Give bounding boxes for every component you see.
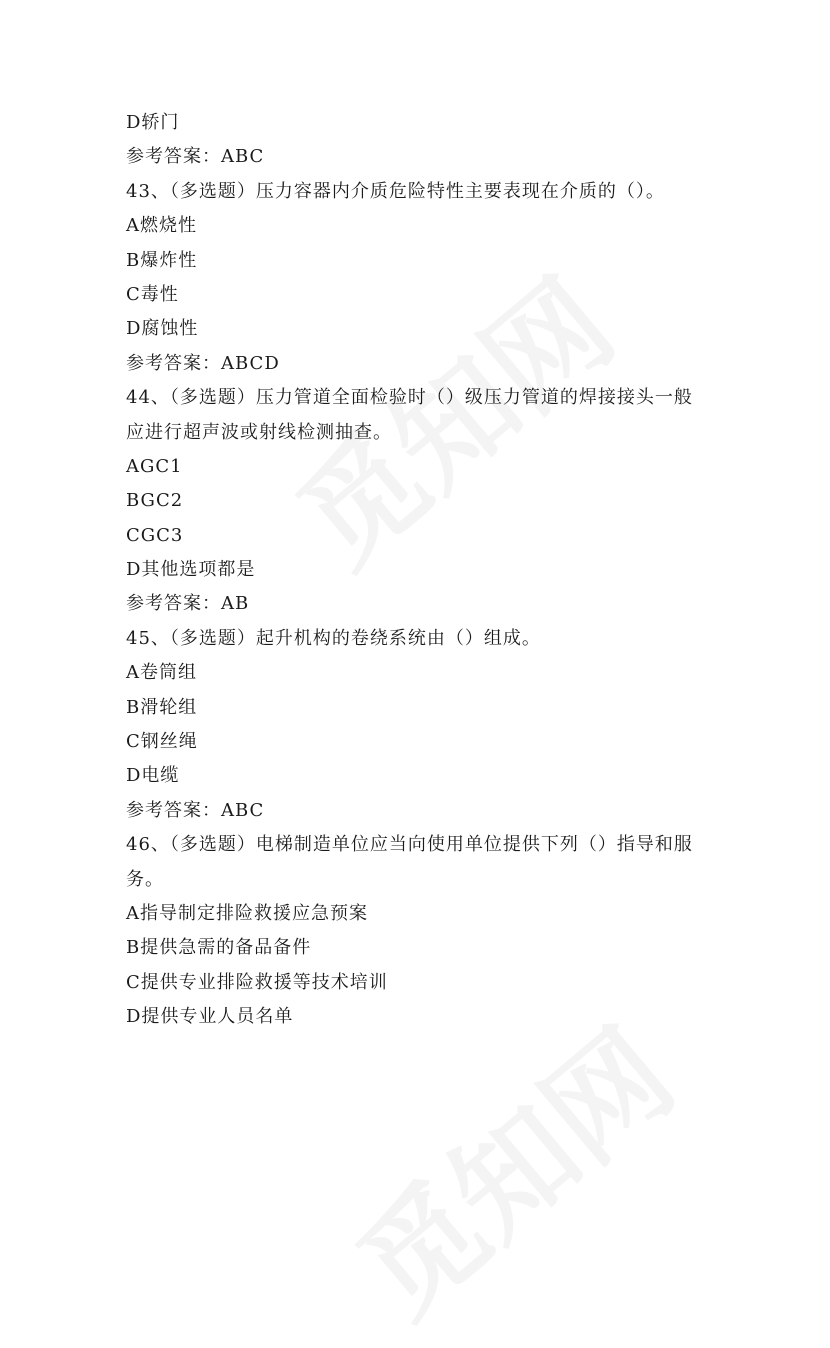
watermark — [317, 984, 703, 1347]
option-line: D轿门 — [126, 112, 180, 133]
document-body — [126, 106, 716, 1035]
option-line: A卷筒组 — [126, 662, 197, 684]
option-line: C提供专业排险救援等技术培训 — [126, 971, 388, 993]
question-line: 45、（多选题）起升机构的卷绕系统由（）组成。 — [126, 627, 541, 649]
question-line: 43、（多选题）压力容器内介质危险特性主要表现在介质的（）。 — [126, 180, 665, 202]
option-line: B提供急需的备品备件 — [126, 937, 312, 959]
option-line: A指导制定排险救援应急预案 — [126, 902, 368, 924]
option-line: D其他选项都是 — [126, 559, 256, 581]
option-line: BGC2 — [126, 490, 184, 512]
option-line: AGC1 — [126, 455, 183, 477]
option-line: D腐蚀性 — [126, 318, 199, 340]
answer-line: 参考答案：ABCD — [126, 352, 280, 374]
question-line-continued: 务。 — [126, 868, 164, 890]
option-line: C毒性 — [126, 283, 179, 305]
option-line: B爆炸性 — [126, 249, 198, 271]
option-line: D提供专业人员名单 — [126, 1006, 294, 1028]
answer-line: 参考答案：AB — [126, 593, 250, 615]
option-line: D电缆 — [126, 765, 180, 787]
question-line: 44、（多选题）压力管道全面检验时（）级压力管道的焊接接头一般 — [126, 387, 693, 409]
option-line: A燃烧性 — [126, 215, 197, 237]
question-line-continued: 应进行超声波或射线检测抽查。 — [126, 421, 392, 443]
question-line: 46、（多选题）电梯制造单位应当向使用单位提供下列（）指导和服 — [126, 834, 693, 856]
answer-line: 参考答案：ABC — [126, 146, 265, 168]
option-line: C钢丝绳 — [126, 731, 198, 753]
answer-line: 参考答案：ABC — [126, 799, 265, 821]
option-line: CGC3 — [126, 524, 184, 546]
option-line: B滑轮组 — [126, 696, 198, 718]
